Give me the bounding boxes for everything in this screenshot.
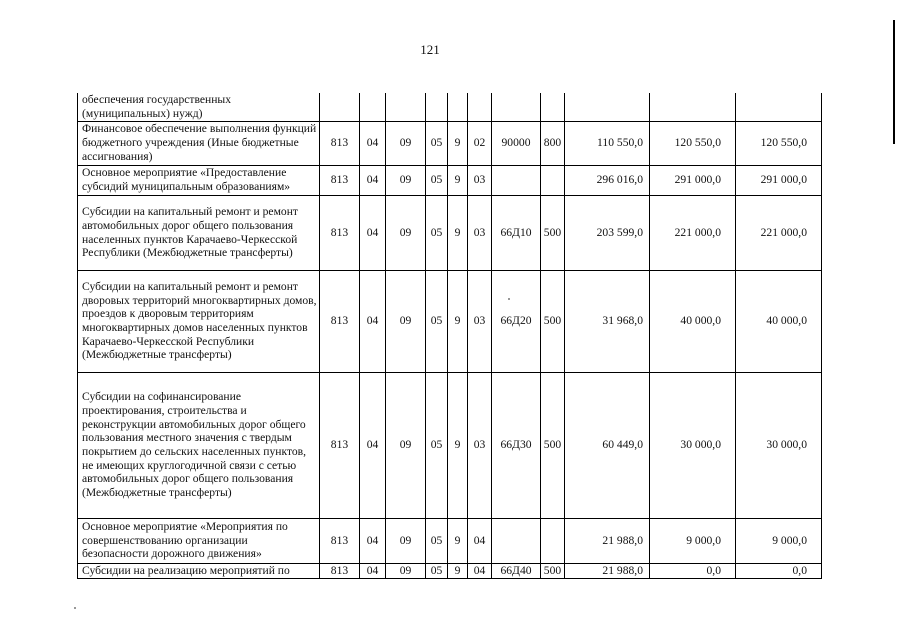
cell-cs4: 66Д10 [492,195,541,270]
cell-pr: 09 [386,563,426,578]
table-row [78,518,822,563]
cell-cs1: 05 [426,165,448,195]
cell-ved: 813 [320,518,360,563]
cell-year1: 110 550,0 [565,121,650,165]
table-row [78,165,822,195]
cell-cs2 [448,93,468,121]
cell-vr [541,93,565,121]
cell-ved: 813 [320,372,360,518]
cell-cs4: 90000 [492,121,541,165]
cell-year3: 9 000,0 [736,518,822,563]
cell-year2: 291 000,0 [650,165,736,195]
cell-year1: 60 449,0 [565,372,650,518]
cell-year2: 221 000,0 [650,195,736,270]
cell-cs2: 9 [448,270,468,372]
cell-pr: 09 [386,518,426,563]
cell-cs3: 03 [468,195,492,270]
table-row [78,563,822,578]
cell-year1: 31 968,0 [565,270,650,372]
scan-edge-mark [893,20,895,144]
cell-ved: 813 [320,270,360,372]
cell-cs4: 66Д20 [492,270,541,372]
cell-year2: 9 000,0 [650,518,736,563]
cell-rz: 04 [360,165,386,195]
cell-year1: 296 016,0 [565,165,650,195]
cell-rz: 04 [360,518,386,563]
cell-rz: 04 [360,372,386,518]
cell-ved: 813 [320,165,360,195]
row-name: Субсидии на капитальный ремонт и ремонт дворовых территорий многоквартирных домов, проездов к дворовым территориям многоквартирных домов населенных пунктов Карачаево-Черкесской Республики (Межбюджетные трансферты) [78,270,320,372]
cell-cs4 [492,165,541,195]
cell-cs3: 04 [468,563,492,578]
cell-ved: 813 [320,563,360,578]
cell-cs3: 04 [468,518,492,563]
table-row [78,270,822,372]
table-row [78,93,822,121]
cell-pr: 09 [386,270,426,372]
cell-year3: 120 550,0 [736,121,822,165]
row-name: обеспечения государственных (муниципальных) нужд) [78,93,320,121]
cell-cs3: 03 [468,270,492,372]
cell-year3: 291 000,0 [736,165,822,195]
cell-cs3: 02 [468,121,492,165]
cell-year1: 21 988,0 [565,518,650,563]
cell-rz: 04 [360,121,386,165]
table-row [78,121,822,165]
cell-cs4 [492,93,541,121]
cell-vr: 800 [541,121,565,165]
cell-cs2: 9 [448,121,468,165]
cell-vr [541,518,565,563]
cell-cs4 [492,518,541,563]
row-name: Основное мероприятие «Мероприятия по совершенствованию организации безопасности дорожного движения» [78,518,320,563]
cell-cs2: 9 [448,165,468,195]
cell-ved: 813 [320,121,360,165]
row-name: Основное мероприятие «Предоставление субсидий муниципальным образованиям» [78,165,320,195]
cell-vr: 500 [541,270,565,372]
budget-table [77,93,822,579]
cell-vr [541,165,565,195]
scan-speck [74,607,76,609]
cell-cs2: 9 [448,518,468,563]
cell-year3: 30 000,0 [736,372,822,518]
cell-year2: 0,0 [650,563,736,578]
cell-year3: 40 000,0 [736,270,822,372]
cell-year3 [736,93,822,121]
cell-cs3: 03 [468,372,492,518]
cell-pr: 09 [386,195,426,270]
cell-cs1: 05 [426,195,448,270]
cell-year2: 30 000,0 [650,372,736,518]
row-name: Субсидии на реализацию мероприятий по [78,563,320,578]
cell-rz [360,93,386,121]
cell-pr: 09 [386,121,426,165]
cell-year3: 221 000,0 [736,195,822,270]
cell-rz: 04 [360,563,386,578]
cell-cs1: 05 [426,270,448,372]
cell-year2: 120 550,0 [650,121,736,165]
cell-vr: 500 [541,563,565,578]
row-name: Субсидии на софинансирование проектирования, строительства и реконструкции автомобильных дорог общего пользования местного значения с твердым покрытием до сельских населенных пунктов, не имеющих круглогодичной связи с сетью автомобильных дорог общего пользования (Межбюджетные трансферты) [78,372,320,518]
cell-cs1: 05 [426,518,448,563]
row-name: Субсидии на капитальный ремонт и ремонт автомобильных дорог общего пользования населенных пунктов Карачаево-Черкесской Республики (Межбюджетные трансферты) [78,195,320,270]
page-number: 121 [420,42,440,57]
cell-cs3 [468,93,492,121]
cell-year1: 21 988,0 [565,563,650,578]
cell-year2: 40 000,0 [650,270,736,372]
cell-vr: 500 [541,195,565,270]
cell-cs2: 9 [448,195,468,270]
cell-pr [386,93,426,121]
cell-vr: 500 [541,372,565,518]
cell-year3: 0,0 [736,563,822,578]
cell-cs1: 05 [426,121,448,165]
cell-cs2: 9 [448,563,468,578]
cell-ved [320,93,360,121]
cell-year1: 203 599,0 [565,195,650,270]
table-row [78,372,822,518]
row-name: Финансовое обеспечение выполнения функций бюджетного учреждения (Иные бюджетные ассигнования) [78,121,320,165]
cell-cs3: 03 [468,165,492,195]
cell-rz: 04 [360,270,386,372]
cell-year1 [565,93,650,121]
cell-cs4: 66Д30 [492,372,541,518]
cell-rz: 04 [360,195,386,270]
cell-year2 [650,93,736,121]
cell-cs1: 05 [426,563,448,578]
cell-pr: 09 [386,165,426,195]
cell-ved: 813 [320,195,360,270]
cell-cs1 [426,93,448,121]
cell-cs2: 9 [448,372,468,518]
cell-cs4: 66Д40 [492,563,541,578]
cell-cs1: 05 [426,372,448,518]
table-row [78,195,822,270]
cell-pr: 09 [386,372,426,518]
